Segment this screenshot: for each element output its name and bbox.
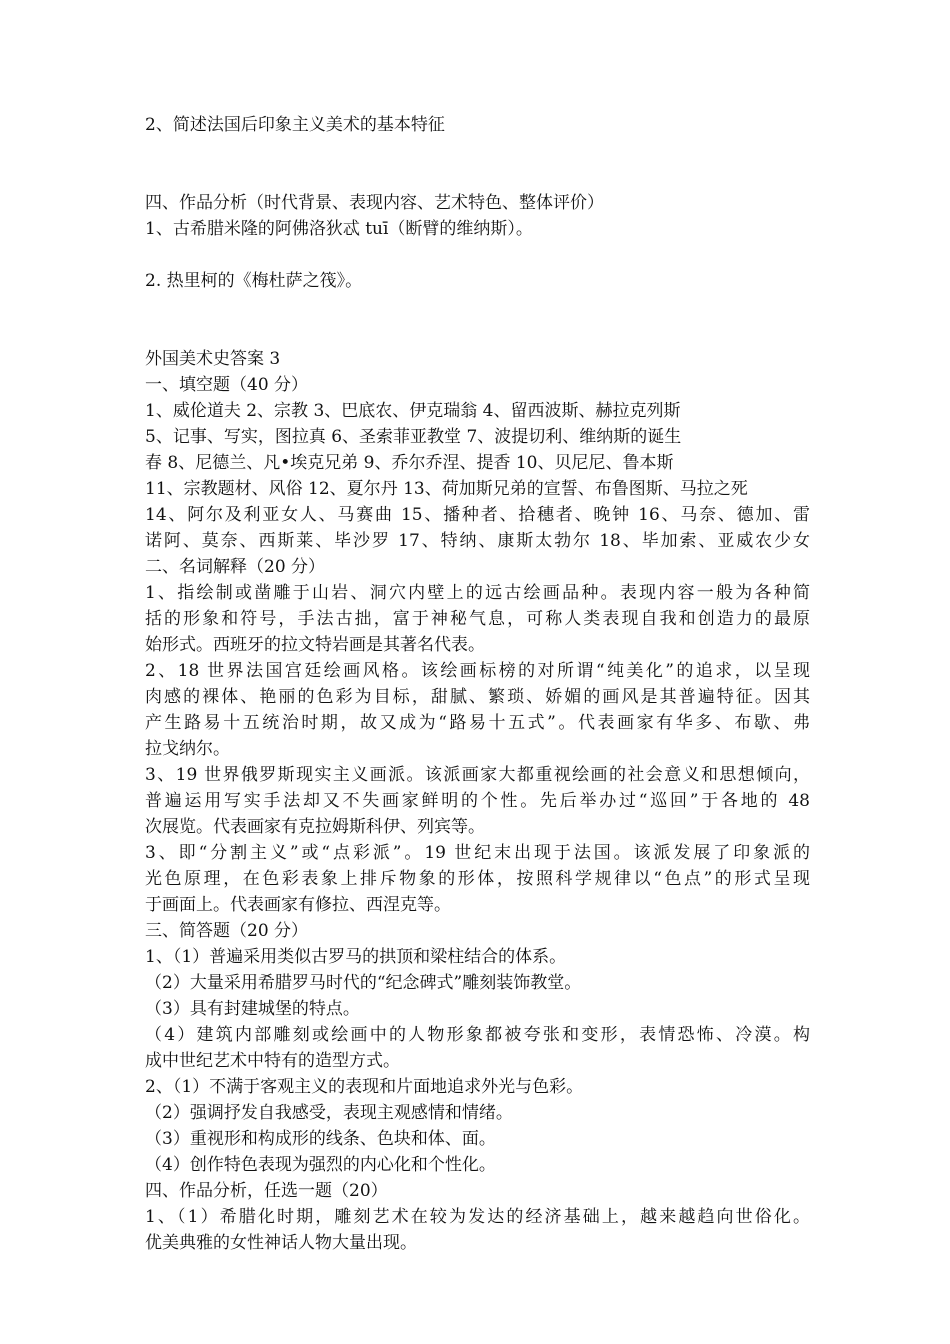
- text-line: 于画面上。代表画家有修拉、西涅克等。: [145, 895, 451, 915]
- text-line: 1、指绘制或凿雕于山岩、洞穴内壁上的远古绘画品种。表现内容一般为各种简: [145, 583, 810, 603]
- text-line: 产生路易十五统治时期，故又成为“路易十五式”。代表画家有华多、布歇、弗: [145, 713, 810, 733]
- text-line: 始形式。西班牙的拉文特岩画是其著名代表。: [145, 635, 485, 655]
- text-line: 1、威伦道夫 2、宗教 3、巴底农、伊克瑞翁 4、留西波斯、赫拉克列斯: [145, 401, 681, 421]
- spacer: [145, 138, 810, 190]
- spacer: [145, 294, 810, 346]
- text-line: 优美典雅的女性神话人物大量出现。: [145, 1233, 417, 1253]
- analysis-item-2: 2. 热里柯的《梅杜萨之筏》。: [145, 271, 363, 291]
- text-line: 次展览。代表画家有克拉姆斯科伊、列宾等。: [145, 817, 485, 837]
- text-line: （4）创作特色表现为强烈的内心化和个性化。: [145, 1155, 496, 1175]
- text-line: 3、即“分割主义”或“点彩派”。19 世纪末出现于法国。该派发展了印象派的: [145, 843, 810, 863]
- text-line: 诺阿、莫奈、西斯莱、毕沙罗 17、特纳、康斯太勃尔 18、毕加索、亚威农少女: [145, 531, 810, 551]
- text-line: 14、阿尔及利亚女人、马赛曲 15、播种者、拾穗者、晚钟 16、马奈、德加、雷: [145, 505, 810, 525]
- text-line: 3、19 世界俄罗斯现实主义画派。该派画家大都重视绘画的社会意义和思想倾向，: [145, 765, 810, 785]
- section-heading-fill: 一、填空题（40 分）: [145, 375, 309, 395]
- text-line: （2）大量采用希腊罗马时代的“纪念碑式”雕刻装饰教堂。: [145, 973, 582, 993]
- text-line: （3）具有封建城堡的特点。: [145, 999, 360, 1019]
- text-line: 2、18 世界法国宫廷绘画风格。该绘画标榜的对所谓“纯美化”的追求，以呈现: [145, 661, 810, 681]
- analysis-item-1: 1、古希腊米隆的阿佛洛狄忒 tuī（断臂的维纳斯）。: [145, 219, 533, 239]
- text-line: 成中世纪艺术中特有的造型方式。: [145, 1051, 400, 1071]
- text-line: 11、宗教题材、风俗 12、夏尔丹 13、荷加斯兄弟的宣誓、布鲁图斯、马拉之死: [145, 479, 748, 499]
- spacer: [145, 242, 810, 268]
- text-line: 1、（1）普遍采用类似古罗马的拱顶和梁柱结合的体系。: [145, 947, 567, 967]
- text-line: 括的形象和符号，手法古拙，富于神秘气息，可称人类表现自我和创造力的最原: [145, 609, 810, 629]
- text-line: （2）强调抒发自我感受，表现主观感情和情绪。: [145, 1103, 513, 1123]
- text-line: 1、（1）希腊化时期，雕刻艺术在较为发达的经济基础上，越来越趋向世俗化。: [145, 1207, 810, 1227]
- text-line: （4）建筑内部雕刻或绘画中的人物形象都被夸张和变形，表情恐怖、冷漠。构: [145, 1025, 810, 1045]
- text-line: 光色原理，在色彩表象上排斥物象的形体，按照科学规律以“色点”的形式呈现: [145, 869, 810, 889]
- document-body: [145, 112, 810, 1256]
- text-line: 肉感的裸体、艳丽的色彩为目标，甜腻、繁琐、娇媚的画风是其普遍特征。因其: [145, 687, 810, 707]
- question-2-line: 2、简述法国后印象主义美术的基本特征: [145, 115, 445, 135]
- text-line: 2、（1）不满于客观主义的表现和片面地追求外光与色彩。: [145, 1077, 584, 1097]
- section-heading-terms: 二、名词解释（20 分）: [145, 557, 326, 577]
- answer-title: 外国美术史答案 3: [145, 349, 281, 369]
- text-line: 拉戈纳尔。: [145, 739, 230, 759]
- text-line: （3）重视形和构成形的线条、色块和体、面。: [145, 1129, 496, 1149]
- text-line: 春 8、尼德兰、凡•埃克兄弟 9、乔尔乔涅、提香 10、贝尼尼、鲁本斯: [145, 453, 674, 473]
- section-4-heading: 四、作品分析（时代背景、表现内容、艺术特色、整体评价）: [145, 193, 604, 213]
- section-heading-analysis: 四、作品分析，任选一题（20）: [145, 1181, 388, 1201]
- section-heading-short-answer: 三、简答题（20 分）: [145, 921, 309, 941]
- text-line: 普遍运用写实手法却又不失画家鲜明的个性。先后举办过“巡回”于各地的 48: [145, 791, 810, 811]
- text-line: 5、记事、写实，图拉真 6、圣索菲亚教堂 7、波提切利、维纳斯的诞生: [145, 427, 682, 447]
